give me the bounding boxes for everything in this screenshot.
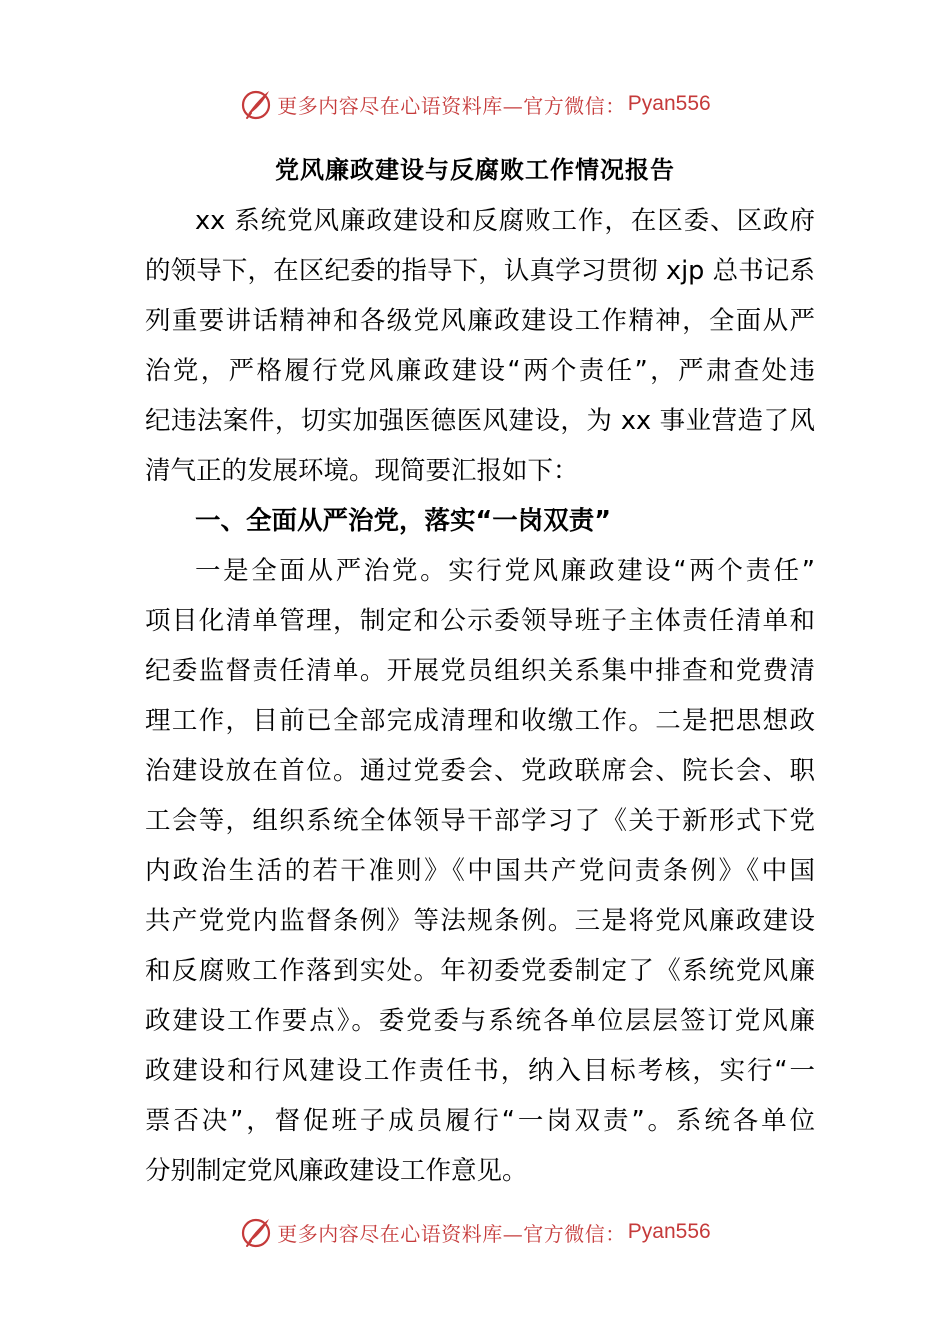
body-line: 的领导下，在区纪委的指导下，认真学习贯彻 xjp 总书记系 [145, 256, 815, 286]
body-line: 项目化清单管理，制定和公示委领导班子主体责任清单和 [145, 606, 815, 636]
quill-pen-logo-icon [239, 87, 273, 121]
body-line: 政建设和行风建设工作责任书，纳入目标考核，实行“一 [145, 1056, 815, 1086]
watermark-footer [0, 1212, 950, 1252]
body-line: 工会等，组织系统全体领导干部学习了《关于新形式下党 [145, 806, 815, 836]
quill-pen-logo-icon [239, 1215, 273, 1249]
body-line: 纪违法案件，切实加强医德医风建设，为 xx 事业营造了风 [145, 406, 815, 436]
body-line: 治建设放在首位。通过党委会、党政联席会、院长会、职 [145, 756, 815, 786]
body-line: 理工作，目前已全部完成清理和收缴工作。二是把思想政 [145, 706, 815, 736]
body-line: 治党，严格履行党风廉政建设“两个责任”，严肃查处违 [145, 356, 815, 386]
body-line: 清气正的发展环境。现简要汇报如下： [145, 456, 579, 486]
body-line: 分别制定党风廉政建设工作意见。 [145, 1156, 528, 1186]
body-line: 一是全面从严治党。实行党风廉政建设“两个责任” [195, 556, 815, 586]
body-line: 列重要讲话精神和各级党风廉政建设工作精神，全面从严 [145, 306, 815, 336]
body-line: xx 系统党风廉政建设和反腐败工作，在区委、区政府 [195, 206, 815, 236]
watermark-text: 更多内容尽在心语资料库—官方微信： [277, 93, 626, 118]
body-line: 内政治生活的若干准则》《中国共产党问责条例》《中国 [145, 856, 815, 886]
body-line: 和反腐败工作落到实处。年初委党委制定了《系统党风廉 [145, 956, 815, 986]
body-line: 票否决”，督促班子成员履行“一岗双责”。系统各单位 [145, 1106, 815, 1136]
watermark-text: 更多内容尽在心语资料库—官方微信： [277, 1221, 626, 1246]
body-line: 纪委监督责任清单。开展党员组织关系集中排查和党费清 [145, 656, 815, 686]
watermark-wechat-id: Pyan556 [627, 92, 711, 115]
body-line: 共产党党内监督条例》等法规条例。三是将党风廉政建设 [145, 906, 815, 936]
section-heading: 一、全面从严治党，落实“一岗双责” [195, 506, 612, 536]
document-title: 党风廉政建设与反腐败工作情况报告 [275, 156, 675, 184]
watermark-header [0, 84, 950, 124]
watermark-wechat-id: Pyan556 [627, 1220, 711, 1243]
body-line: 政建设工作要点》。委党委与系统各单位层层签订党风廉 [145, 1006, 815, 1036]
